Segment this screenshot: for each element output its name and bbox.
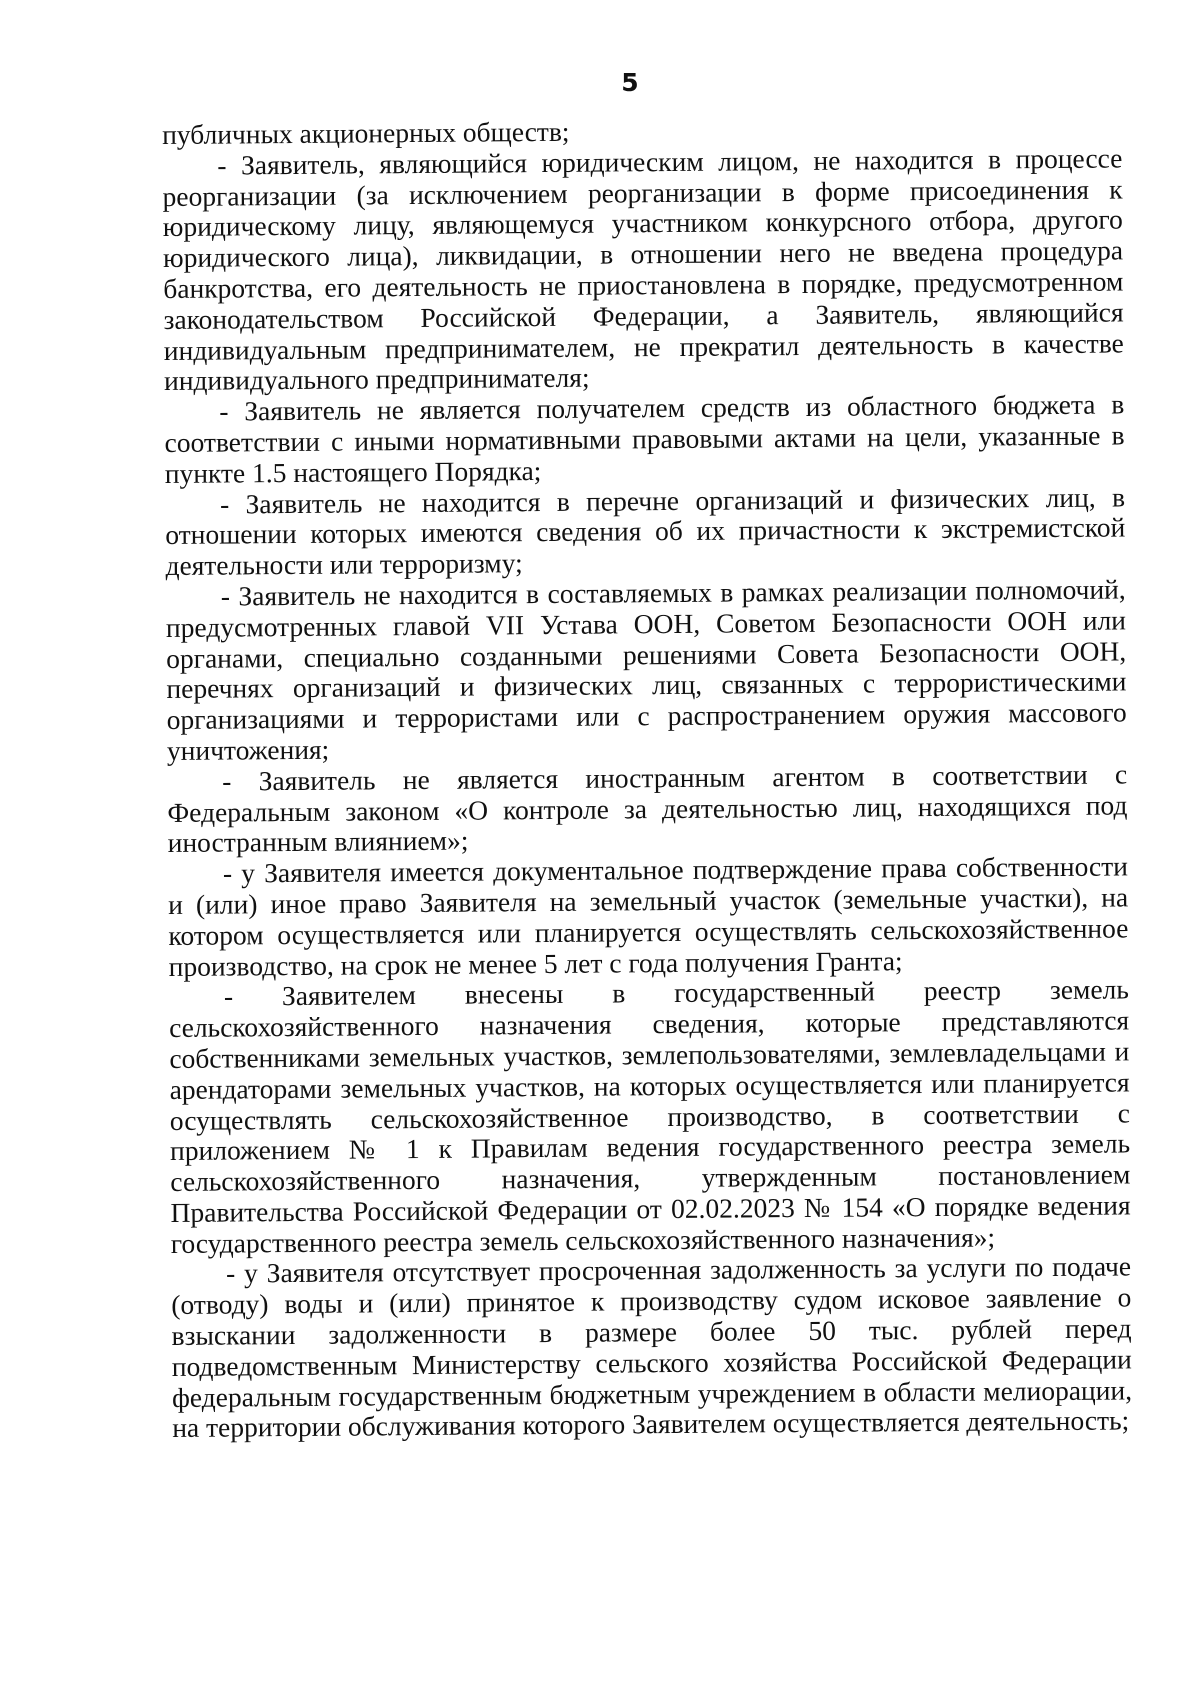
- paragraph-continuation: публичных акционерных обществ;: [161, 115, 570, 150]
- paragraph-not-in-un-lists: - Заявитель не находится в составляемых в рамках реализации полномочий, предусмотренных главой VII Устава ООН, Советом Безопасности ООН или органами, специально созданными решениями Совета Безопасности ООН, перечнях организаций и физических лиц, связанных с террористическими организациями и террористами или с распространением оружия массового уничтожения;: [165, 573, 1127, 766]
- page-number: 5: [621, 68, 639, 97]
- paragraph-water-debt: - у Заявителя отсутствует просроченная задолженность за услуги по подаче (отводу) воды и (или) принятое к производству судом исковое заявление о взыскании задолженности в размере более 50 тыс. рублей перед подведомственным Министерству сельского хозяйства Российской Федерации федеральным государственным бюджетным учреждением в области мелиорации, на территории обслуживания которого Заявителем осуществляется деятельность;: [171, 1250, 1133, 1444]
- paragraph-not-foreign-agent: - Заявитель не является иностранным агентом в соответствии с Федеральным законом «О контроле за деятельностью лиц, находящихся под иностранным влиянием»;: [167, 758, 1128, 859]
- document-body: [162, 112, 1132, 1444]
- paragraph-land-registry: - Заявителем внесены в государственный реестр земель сельскохозяйственного назначения сведения, которые представляются собственниками земельных участков, землепользователями, землевладельцами и арендаторами земельных участков, на которых осуществляется или планируется осуществлять сельскохозяйственное производство, в соответствии с приложением № 1 к Правилам ведения государственного реестра земель сельскохозяйственного назначения, утвержденным постановлением Правительства Российской Федерации от 02.02.2023 № 154 «О порядке ведения государственного реестра земель сельскохозяйственного назначения»;: [169, 973, 1131, 1259]
- paragraph-land-rights: - у Заявителя имеется документальное подтверждение права собственности и (или) иное право Заявителя на земельный участок (земельные участки), на котором осуществляется или планируется осуществлять сельскохозяйственное производство, на срок не менее 5 лет с года получения Гранта;: [168, 850, 1129, 982]
- paragraph-not-in-extremism-list: - Заявитель не находится в перечне организаций и физических лиц, в отношении которых имеются сведения об их причастности к экстремистской деятельности или терроризму;: [165, 481, 1126, 582]
- paragraph-not-budget-recipient: - Заявитель не является получателем средств из областного бюджета в соответствии с иными нормативными правовыми актами на цели, указанные в пункте 1.5 настоящего Порядка;: [164, 388, 1125, 489]
- paragraph-not-in-reorganization: - Заявитель, являющийся юридическим лицом, не находится в процессе реорганизации (за исключением реорганизации в форме присоединения к юридическому лицу, являющемуся участником конкурсного отбора, другого юридического лица), ликвидации, в отношении него не введена процедура банкротства, его деятельность не приостановлена в порядке, предусмотренном законодательством Российской Федерации, а Заявитель, являющийся индивидуальным предпринимателем, не прекратил деятельность в качестве индивидуального предпринимателя;: [162, 142, 1124, 397]
